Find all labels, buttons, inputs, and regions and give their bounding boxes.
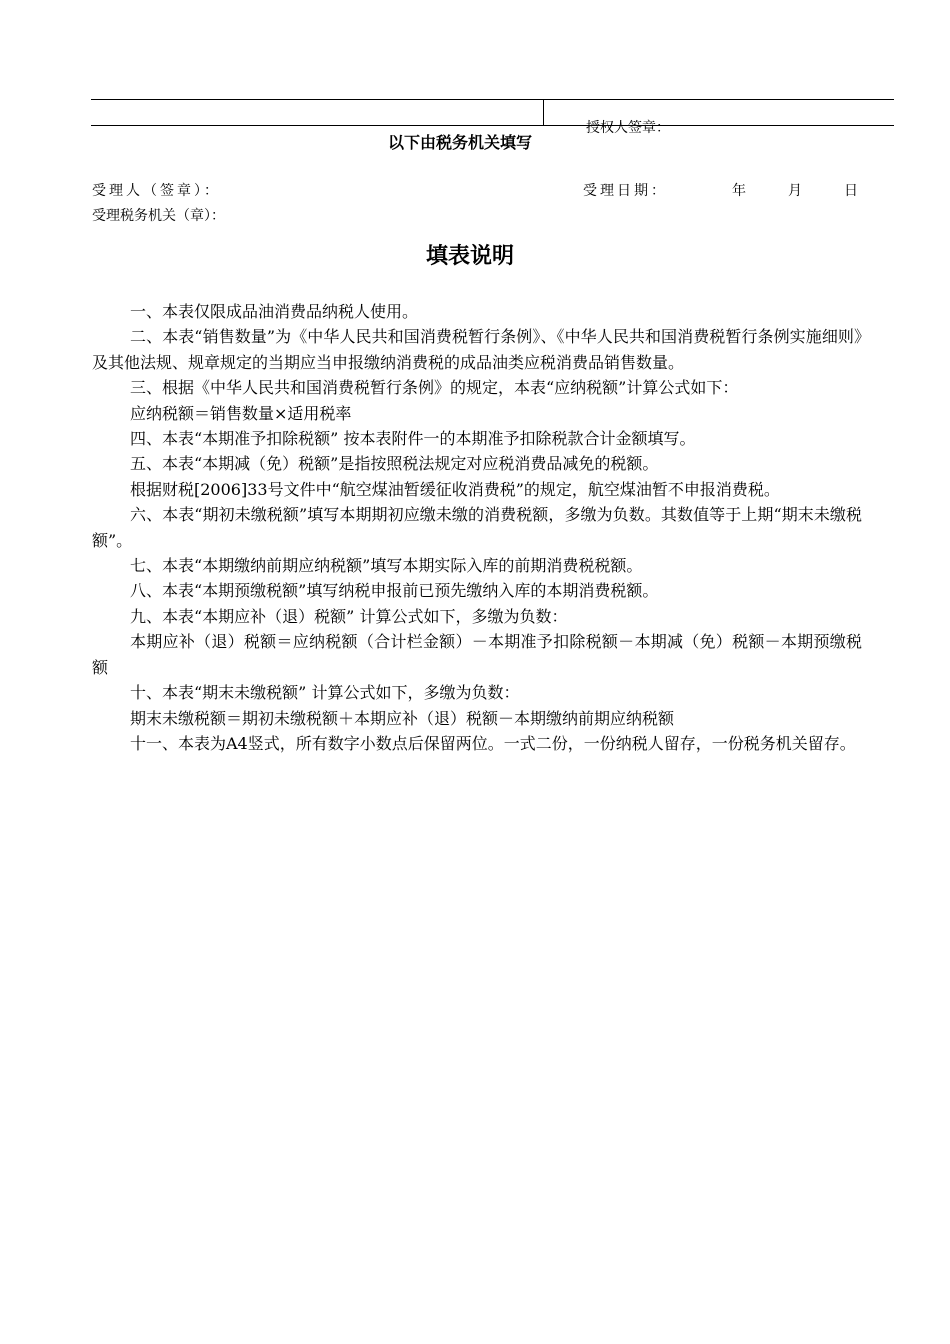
day-label: 日 bbox=[844, 183, 858, 199]
instruction-paragraph: 五、本表“本期减（免）税额”是指按照税法规定对应税消费品减免的税额。 bbox=[130, 454, 659, 474]
receive-date-label: 受理日期： bbox=[583, 183, 668, 199]
instruction-paragraph: 六、本表“期初未缴税额”填写本期期初应缴未缴的消费税额，多缴为负数。其数值等于上期“期末未缴税额”。 bbox=[92, 505, 862, 550]
instruction-paragraph: 八、本表“本期预缴税额”填写纳税申报前已预先缴纳入库的本期消费税额。 bbox=[130, 581, 659, 601]
instruction-paragraph: 七、本表“本期缴纳前期应纳税额”填写本期实际入库的前期消费税税额。 bbox=[130, 556, 643, 576]
instruction-paragraph: 十、本表“期末未缴税额” 计算公式如下，多缴为负数： bbox=[130, 683, 520, 703]
month-label: 月 bbox=[788, 183, 802, 199]
instruction-paragraph: 九、本表“本期应补（退）税额” 计算公式如下，多缴为负数： bbox=[130, 606, 568, 626]
instruction-paragraph: 二、本表“销售数量”为《中华人民共和国消费税暂行条例》、《中华人民共和国消费税暂行条例实施细则》及其他法规、规章规定的当期应当申报缴纳消费税的成品油类应税消费品销售数量。 bbox=[92, 327, 862, 372]
instructions-title: 填表说明 bbox=[426, 244, 515, 269]
instruction-paragraph: 三、根据《中华人民共和国消费税暂行条例》的规定，本表“应纳税额”计算公式如下： bbox=[130, 378, 739, 398]
year-label: 年 bbox=[732, 183, 746, 199]
instruction-paragraph: 四、本表“本期准予扣除税额” 按本表附件一的本期准予扣除税款合计金额填写。 bbox=[130, 429, 696, 449]
tax-office-label: 受理税务机关（章）： bbox=[92, 208, 225, 224]
instruction-formula: 应纳税额＝销售数量×适用税率 bbox=[130, 403, 352, 423]
instruction-paragraph: 十一、本表为A4竖式，所有数字小数点后保留两位。一式二份，一份纳税人留存，一份税务机关留存。 bbox=[130, 733, 856, 753]
instruction-formula: 期末未缴税额＝期初未缴税额＋本期应补（退）税额－本期缴纳前期应纳税额 bbox=[130, 708, 675, 728]
authorized-signature-label: 授权人签章： bbox=[586, 120, 670, 136]
instruction-paragraph: 一、本表仅限成品油消费品纳税人使用。 bbox=[130, 302, 419, 321]
instruction-paragraph: 根据财税[2006]33号文件中“航空煤油暂缓征收消费税”的规定，航空煤油暂不申报消费税。 bbox=[130, 479, 780, 499]
table-top-border bbox=[91, 99, 894, 100]
receiver-label: 受理人（签章）： bbox=[92, 183, 221, 199]
instructions-body bbox=[92, 299, 862, 756]
table-column-divider bbox=[543, 99, 544, 125]
tax-office-section-title: 以下由税务机关填写 bbox=[388, 133, 533, 152]
table-bottom-border bbox=[91, 125, 894, 126]
instruction-formula: 本期应补（退）税额＝应纳税额（合计栏金额）－本期准予扣除税额－本期减（免）税额－本期预缴税额 bbox=[92, 632, 862, 677]
